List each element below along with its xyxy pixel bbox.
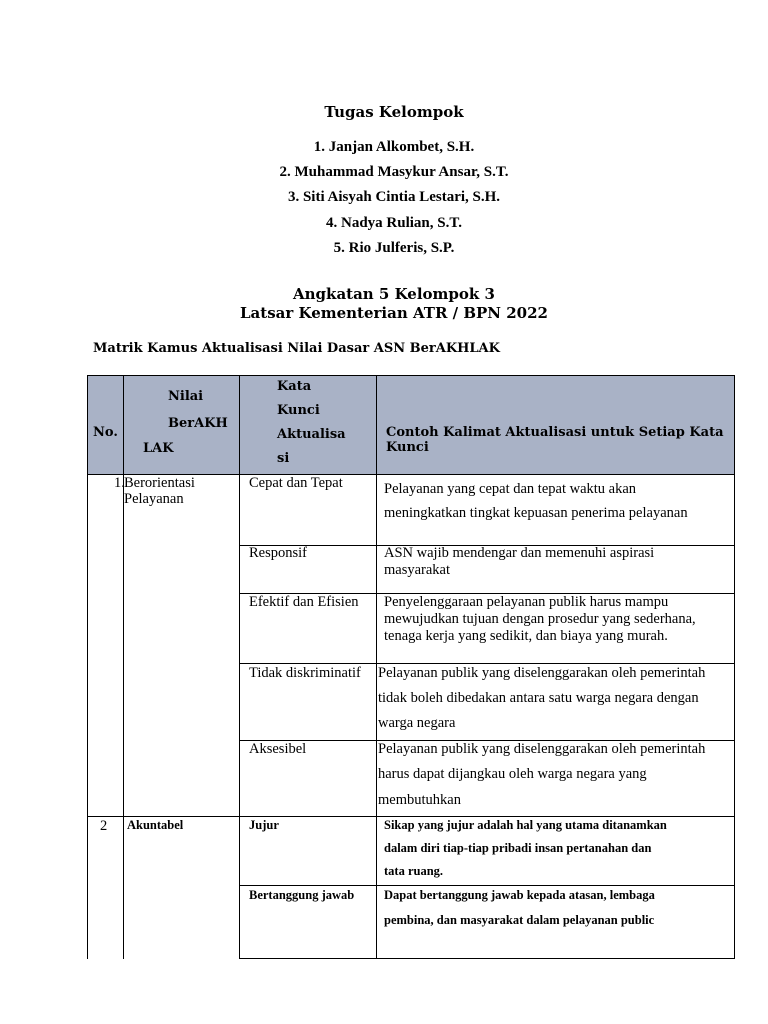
- program-line: Latsar Kementerian ATR / BPN 2022: [240, 304, 548, 322]
- header-contoh: Contoh Kalimat Aktualisasi untuk Setiap Kata Kunci: [386, 425, 724, 455]
- cohort-line: Angkatan 5 Kelompok 3: [293, 285, 495, 303]
- example-line: harus dapat dijangkau oleh warga negara yang: [378, 766, 647, 782]
- member-1: 1. Janjan Alkombet, S.H.: [313, 139, 475, 155]
- table-caption: Matrik Kamus Aktualisasi Nilai Dasar ASN BerAKHLAK: [93, 341, 500, 356]
- example-line: Dapat bertanggung jawab kepada atasan, lembaga: [384, 888, 655, 902]
- member-4: 4. Nadya Rulian, S.T.: [325, 215, 462, 231]
- example-line: ASN wajib mendengar dan memenuhi aspirasi: [384, 545, 655, 561]
- keyword-cell: Cepat dan Tepat: [249, 475, 343, 491]
- example-line: Pelayanan publik yang diselenggarakan oleh pemerintah: [378, 665, 706, 681]
- row-number: 1.: [114, 475, 125, 491]
- value-name-line2: Pelayanan: [124, 491, 184, 507]
- example-line: dalam diri tiap-tiap pribadi insan pertanahan dan: [384, 841, 652, 855]
- row-number: 2: [100, 818, 108, 834]
- example-line: tenaga kerja yang sedikit, dan biaya yang murah.: [384, 628, 668, 644]
- member-2: 2. Muhammad Masykur Ansar, S.T.: [279, 164, 509, 180]
- value-name-line1: Akuntabel: [127, 818, 184, 832]
- header-no: No.: [93, 425, 118, 440]
- keyword-cell: Bertanggung jawab: [249, 888, 355, 902]
- keyword-cell: Tidak diskriminatif: [249, 665, 361, 681]
- example-line: tidak boleh dibedakan antara satu warga negara dengan: [378, 690, 699, 706]
- header-kata-line3: Aktualisa: [277, 427, 346, 442]
- header-nilai-line2: BerAKH: [168, 416, 228, 431]
- member-5: 5. Rio Julferis, S.P.: [333, 240, 455, 256]
- keyword-cell: Jujur: [249, 818, 279, 832]
- example-line: masyarakat: [384, 562, 451, 578]
- header-nilai-line3: LAK: [143, 441, 174, 456]
- header-kata-line1: Kata: [277, 379, 312, 394]
- example-line: Sikap yang jujur adalah hal yang utama ditanamkan: [384, 818, 667, 832]
- keyword-cell: Efektif dan Efisien: [249, 594, 359, 610]
- header-nilai-line1: Nilai: [168, 389, 204, 404]
- example-line: tata ruang.: [384, 864, 444, 878]
- example-line: Pelayanan publik yang diselenggarakan oleh pemerintah: [378, 741, 706, 757]
- example-line: mewujudkan tujuan dengan prosedur yang sederhana,: [384, 611, 696, 627]
- header-kata-line4: si: [277, 451, 290, 466]
- member-3: 3. Siti Aisyah Cintia Lestari, S.H.: [287, 189, 501, 205]
- example-line: meningkatkan tingkat kepuasan penerima pelayanan: [384, 505, 688, 521]
- keyword-cell: Aksesibel: [249, 741, 307, 757]
- document-title: Tugas Kelompok: [324, 103, 464, 121]
- value-name-line1: Berorientasi: [124, 475, 195, 491]
- example-line: pembina, dan masyarakat dalam pelayanan public: [384, 913, 655, 927]
- example-line: warga negara: [378, 715, 456, 731]
- keyword-cell: Responsif: [249, 545, 307, 561]
- header-kata-line2: Kunci: [277, 403, 320, 418]
- example-line: Pelayanan yang cepat dan tepat waktu akan: [384, 481, 637, 497]
- example-line: Penyelenggaraan pelayanan publik harus mampu: [384, 594, 669, 610]
- example-line: membutuhkan: [378, 792, 461, 808]
